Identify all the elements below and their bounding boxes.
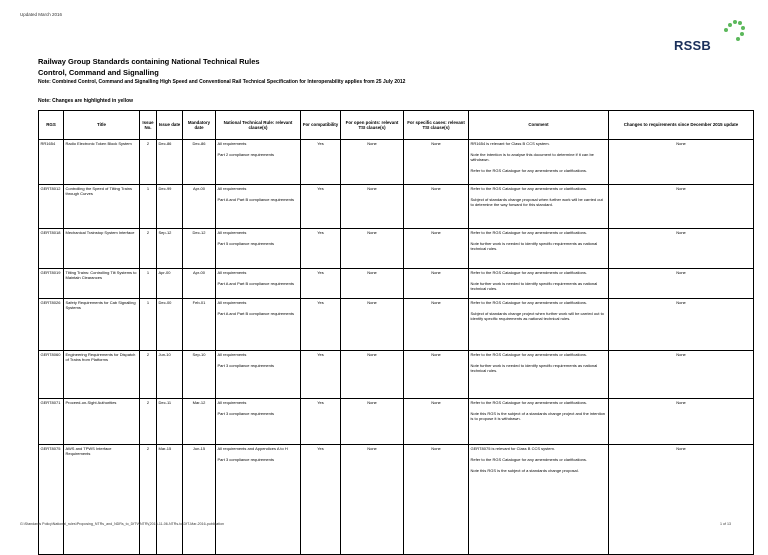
rgs-cell: GERT8060: [39, 351, 64, 399]
mandatory-date-cell: Dec-86: [183, 140, 216, 185]
ntr-cell: [216, 351, 301, 399]
rgs-cell: GERT8026: [39, 299, 64, 351]
ntr-cell-paragraph: All requirements: [217, 141, 247, 146]
open-points-cell: None: [341, 299, 404, 351]
ntr-cell-paragraph: All requirements: [217, 270, 247, 275]
footer-path: G:\Standards Policy\National_rules\Proposing_NTRs_and_NDRs_to_DfT\NNTR\(2015-11-06-NTRs-to-DfT-Mar-2016-publication: [20, 522, 225, 526]
issue-date-cell: Dec-86: [157, 140, 183, 185]
compatibility-cell: Yes: [301, 399, 341, 445]
table-row: [39, 229, 754, 269]
column-header: RGS: [39, 111, 64, 140]
compatibility-cell: Yes: [301, 229, 341, 269]
footer-page-number: 1 of 13: [720, 522, 731, 526]
table-row: [39, 299, 754, 351]
comment-cell: [469, 140, 609, 185]
ntr-cell-paragraph: Part 3 compliance requirements: [217, 411, 274, 416]
column-header: Issue date: [157, 111, 183, 140]
specific-cases-cell: None: [404, 351, 469, 399]
mandatory-date-cell: Apr-00: [183, 269, 216, 299]
ntr-cell-paragraph: Part 2 compliance requirements: [217, 152, 274, 157]
title-cell: Proceed-on-Sight Authorities: [64, 399, 140, 445]
issue-cell: 2: [140, 399, 157, 445]
comment-cell-paragraph: Refer to the RGS Catalogue for any amendments or clarifications.: [470, 186, 587, 191]
changes-cell: None: [609, 299, 754, 351]
issue-date-cell: Apr-00: [157, 269, 183, 299]
comment-cell-paragraph: Refer to the RGS Catalogue for any amendments or clarifications.: [470, 300, 587, 305]
open-points-cell: None: [341, 185, 404, 229]
column-header: Changes to requirements since December 2015 update: [609, 111, 754, 140]
rgs-cell: GERT8075: [39, 445, 64, 555]
specific-cases-cell: None: [404, 229, 469, 269]
column-header: Mandatory date: [183, 111, 216, 140]
issue-date-cell: Jun-10: [157, 351, 183, 399]
rgs-cell: GERT8019: [39, 269, 64, 299]
ntr-cell: [216, 299, 301, 351]
mandatory-date-cell: Feb-01: [183, 299, 216, 351]
comment-cell-paragraph: RR1654 is relevant for Class B CCS system.: [470, 141, 550, 146]
comment-cell-paragraph: Refer to the RGS Catalogue for any amendments or clarifications.: [470, 457, 587, 462]
ntr-cell-paragraph: Part 3 compliance requirements: [217, 363, 274, 368]
comment-cell-paragraph: Refer to the RGS Catalogue for any amendments or clarifications.: [470, 168, 587, 173]
rssb-logo: [674, 16, 746, 56]
table-row: [39, 351, 754, 399]
column-header: Issue No.: [140, 111, 157, 140]
compatibility-cell: Yes: [301, 351, 341, 399]
mandatory-date-cell: Apr-00: [183, 185, 216, 229]
comment-cell-paragraph: Note this RGS is the subject of a standards change proposal.: [470, 468, 579, 473]
changes-cell: None: [609, 269, 754, 299]
open-points-cell: None: [341, 229, 404, 269]
open-points-cell: None: [341, 140, 404, 185]
ntr-cell-paragraph: Part A and Part B compliance requirements: [217, 311, 294, 316]
table-header-row: [39, 111, 754, 140]
issue-date-cell: Dec-11: [157, 399, 183, 445]
specific-cases-cell: None: [404, 445, 469, 555]
compatibility-cell: Yes: [301, 445, 341, 555]
comment-cell-paragraph: Note the intention is to analyse this document to determine if it can be withdrawn.: [470, 152, 594, 162]
specific-cases-cell: None: [404, 140, 469, 185]
title-cell: Radio Electronic Token Block System: [64, 140, 140, 185]
table-row: [39, 185, 754, 229]
ntr-cell: [216, 229, 301, 269]
mandatory-date-cell: Sep-10: [183, 351, 216, 399]
ntr-cell-paragraph: Part 5 compliance requirements: [217, 241, 274, 246]
updated-label: Updated March 2016: [20, 12, 63, 17]
changes-cell: None: [609, 445, 754, 555]
column-header: National Technical Rule: relevant clause(s): [216, 111, 301, 140]
open-points-cell: None: [341, 399, 404, 445]
note-changes: Note: Changes are highlighted in yellow: [38, 98, 134, 104]
comment-cell-paragraph: Note further work is needed to identify specific requirements as national technical rules.: [470, 241, 598, 251]
specific-cases-cell: None: [404, 399, 469, 445]
column-header: For open points: relevant TSI clause(s): [341, 111, 404, 140]
issue-date-cell: Dec-99: [157, 185, 183, 229]
comment-cell-paragraph: Note further work is needed to identify specific requirements as national technical rules.: [470, 363, 598, 373]
comment-cell-paragraph: Refer to the RGS Catalogue for any amendments or clarifications.: [470, 230, 587, 235]
specific-cases-cell: None: [404, 299, 469, 351]
ntr-cell: [216, 445, 301, 555]
title-cell: Safety Requirements for Cab Signalling Systems: [64, 299, 140, 351]
compatibility-cell: Yes: [301, 140, 341, 185]
title-cell: Tilting Trains: Controlling Tilt Systems to Maintain Clearances: [64, 269, 140, 299]
ntr-cell-paragraph: All requirements: [217, 186, 247, 191]
comment-cell-paragraph: Refer to the RGS Catalogue for any amendments or clarifications.: [470, 352, 587, 357]
comment-cell: [469, 399, 609, 445]
rgs-cell: GERT8018: [39, 229, 64, 269]
ntr-cell-paragraph: Part 3 compliance requirements: [217, 457, 274, 462]
open-points-cell: None: [341, 269, 404, 299]
ntr-cell-paragraph: All requirements: [217, 300, 247, 305]
changes-cell: None: [609, 140, 754, 185]
title-cell: Mechanical Trainstop System Interface: [64, 229, 140, 269]
ntr-cell: [216, 140, 301, 185]
column-header: For compatibility: [301, 111, 341, 140]
logo-text: RSSB: [674, 38, 711, 53]
issue-cell: 2: [140, 140, 157, 185]
issue-cell: 2: [140, 445, 157, 555]
comment-cell-paragraph: GERT8075 is relevant for Class B CCS system.: [470, 446, 555, 451]
comment-cell-paragraph: Refer to the RGS Catalogue for any amendments or clarifications.: [470, 400, 587, 405]
comment-cell-paragraph: Refer to the RGS Catalogue for any amendments or clarifications.: [470, 270, 587, 275]
comment-cell-paragraph: Subject of standards change proposal when further work will be carried out to determine the way forward for this standard.: [470, 197, 603, 207]
issue-cell: 2: [140, 229, 157, 269]
ntr-cell-paragraph: All requirements and Appendices A to H: [217, 446, 288, 451]
issue-date-cell: Sep-12: [157, 229, 183, 269]
changes-cell: None: [609, 185, 754, 229]
issue-cell: 1: [140, 185, 157, 229]
comment-cell: [469, 269, 609, 299]
changes-cell: None: [609, 229, 754, 269]
open-points-cell: None: [341, 445, 404, 555]
mandatory-date-cell: Jun-15: [183, 445, 216, 555]
column-header: For specific cases: relevant TSI clause(s): [404, 111, 469, 140]
compatibility-cell: Yes: [301, 299, 341, 351]
issue-date-cell: Mar-15: [157, 445, 183, 555]
changes-cell: None: [609, 351, 754, 399]
table-row: [39, 445, 754, 555]
comment-cell: [469, 229, 609, 269]
mandatory-date-cell: Mar-12: [183, 399, 216, 445]
ntr-cell: [216, 269, 301, 299]
compatibility-cell: Yes: [301, 269, 341, 299]
table-row: [39, 399, 754, 445]
table-row: [39, 140, 754, 185]
ntr-cell: [216, 399, 301, 445]
comment-cell: [469, 351, 609, 399]
ntr-cell-paragraph: Part A and Part B compliance requirements: [217, 281, 294, 286]
ntr-cell-paragraph: All requirements: [217, 230, 247, 235]
mandatory-date-cell: Dec-12: [183, 229, 216, 269]
compatibility-cell: Yes: [301, 185, 341, 229]
standards-table: [38, 110, 754, 555]
comment-cell-paragraph: Note further work is needed to identify specific requirements as national technical rules.: [470, 281, 598, 291]
ntr-cell-paragraph: All requirements: [217, 352, 247, 357]
column-header: Title: [64, 111, 140, 140]
rgs-cell: GERT8071: [39, 399, 64, 445]
page-subtitle: Control, Command and Signalling: [38, 68, 159, 77]
specific-cases-cell: None: [404, 185, 469, 229]
ntr-cell-paragraph: Part A and Part B compliance requirements: [217, 197, 294, 202]
comment-cell: [469, 299, 609, 351]
issue-cell: 1: [140, 299, 157, 351]
rgs-cell: GERT8012: [39, 185, 64, 229]
title-cell: AWS and TPWS Interface Requirements: [64, 445, 140, 555]
page-title: Railway Group Standards containing National Technical Rules: [38, 57, 260, 66]
comment-cell-paragraph: Subject of standards change project when further work will be carried out to identify specific requirements as national technical rules.: [470, 311, 604, 321]
comment-cell-paragraph: Note this RGS is the subject of a standards change project and the intention is to propose it is withdrawn.: [470, 411, 606, 421]
specific-cases-cell: None: [404, 269, 469, 299]
issue-date-cell: Dec-00: [157, 299, 183, 351]
comment-cell: [469, 185, 609, 229]
ntr-cell: [216, 185, 301, 229]
rgs-cell: RR1654: [39, 140, 64, 185]
comment-cell: [469, 445, 609, 555]
issue-cell: 2: [140, 351, 157, 399]
issue-cell: 1: [140, 269, 157, 299]
table-row: [39, 269, 754, 299]
note-combined: Note: Combined Control, Command and Signalling High Speed and Conventional Rail Technical Specification for Interoperability applies from 25 July 2012: [38, 79, 406, 85]
title-cell: Controlling the Speed of Tilting Trains through Curves: [64, 185, 140, 229]
changes-cell: None: [609, 399, 754, 445]
title-cell: Engineering Requirements for Dispatch of Trains from Platforms: [64, 351, 140, 399]
open-points-cell: None: [341, 351, 404, 399]
column-header: Comment: [469, 111, 609, 140]
ntr-cell-paragraph: All requirements: [217, 400, 247, 405]
